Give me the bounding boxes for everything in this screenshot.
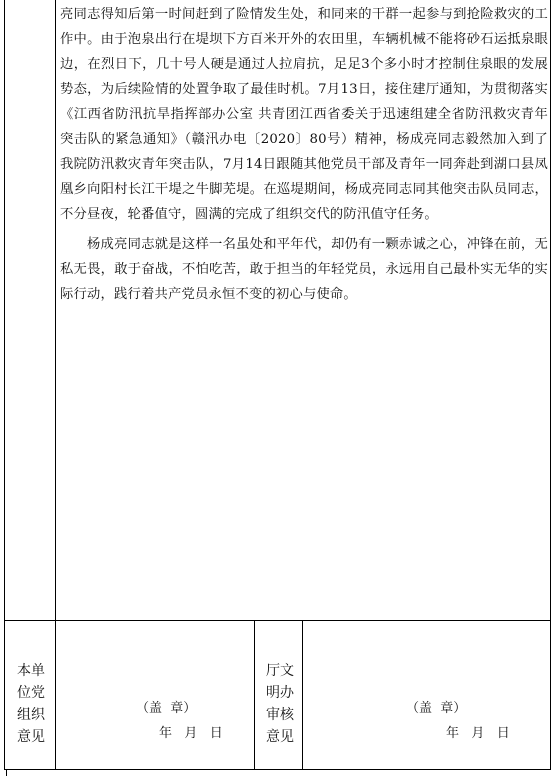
right-date: 年 月 日	[446, 726, 510, 741]
footer-top-rule	[4, 620, 551, 621]
paragraph-1: 亮同志得知后第一时间赶到了险情发生处，和同来的干群一起参与到抢险救灾的工作中。由于泡泉出行在堤坝下方百米开外的农田里，车辆机械不能将砂石运抵泉眼边，在烈日下，几十号人硬是通过人拉肩抗，足足3个多小时才控制住泉眼的发展势态，为后续险情的处置争取了最佳时机。7月13日，接住建厅通知，为贯彻落实《江西省防汛抗旱指挥部办公室 共青团江西省委关于迅速组建全省防汛救灾青年突击队的紧急通知》（赣汛办电〔2020〕80号）精神，杨成亮同志毅然加入到了我院防汛救灾青年突击队，7月14日跟随其他党员干部及青年一同奔赴到湖口县凤凰乡向阳村长江干堤之牛脚芜堤。在巡堤期间，杨成亮同志同其他突击队员同志，不分昼夜，轮番值守，圆满的完成了组织交代的防汛值守任务。	[60, 7, 548, 222]
left-stamp: （盖 章）	[136, 701, 197, 716]
party-org-opinion-label: 本单位党组织意见	[17, 663, 45, 745]
document-body	[60, 2, 548, 307]
paragraph-2: 杨成亮同志就是这样一名虽处和平年代，却仍有一颗赤诚之心，冲锋在前，无私无畏，敢于奋战，不怕吃苦，敢于担当的年轻党员，永远用自己最朴实无华的实际行动，践行着共产党员永恒不变的初心与使命。	[60, 237, 548, 302]
right-stamp: （盖 章）	[406, 701, 467, 716]
page-edge-mark	[6, 770, 7, 776]
footer-divider-2	[254, 620, 255, 770]
civilization-office-review-label: 厅文明办审核意见	[266, 663, 294, 745]
left-column-divider	[55, 0, 56, 620]
footer-divider-3	[302, 620, 303, 770]
footer-divider-1	[55, 620, 56, 770]
left-date: 年 月 日	[159, 726, 223, 741]
